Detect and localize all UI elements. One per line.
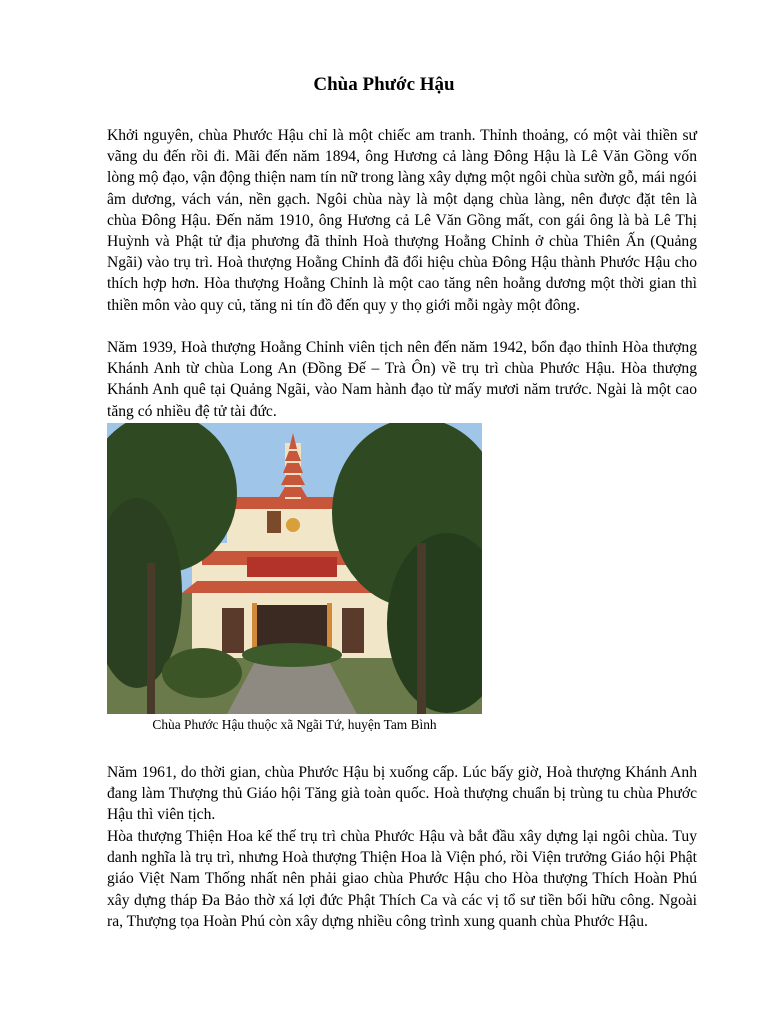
pagoda-photo	[107, 423, 482, 714]
paragraph-thien-hoa: Hòa thượng Thiện Hoa kế thế trụ trì chùa Phước Hậu và bắt đầu xây dựng lại ngôi chùa. Tuy danh nghĩa là trụ trì, nhưng Hoà thượng Thiện Hoa là Viện phó, rồi Viện trưởng Giáo hội Phật giáo Việt Nam Thống nhất nên phải giao chùa Phước Hậu cho Hòa thượng Thích Hoàn Phú xây dựng tháp Đa Bảo thờ xá lợi đức Phật Thích Ca và các vị tổ sư tiền bối hữu công. Ngoài ra, Thượng tọa Hoàn Phú còn xây dựng nhiều công trình xung quanh chùa Phước Hậu.	[107, 828, 697, 930]
paragraph-1939-1942: Năm 1939, Hoà thượng Hoằng Chỉnh viên tịch nên đến năm 1942, bổn đạo thỉnh Hòa thượng Khánh Anh từ chùa Long An (Đồng Đế – Trà Ôn) về trụ trì chùa Phước Hậu. Hòa thượng Khánh Anh quê tại Quảng Ngãi, vào Nam hành đạo từ mấy mươi năm trước. Ngài là một cao tăng có nhiều đệ tử tài đức.	[107, 339, 697, 420]
paragraph-history-origin: Khởi nguyên, chùa Phước Hậu chỉ là một chiếc am tranh. Thỉnh thoảng, có một vài thiền sư vãng du đến rồi đi. Mãi đến năm 1894, ông Hương cả làng Đông Hậu là Lê Văn Gồng vốn lòng mộ đạo, vận động thiện nam tín nữ trong làng xây dựng một ngôi chùa sườn gỗ, mái ngói âm dương, vách ván, nền gạch. Ngôi chùa này là một dạng chùa làng, nên được đặt tên là chùa Đông Hậu. Đến năm 1910, ông Hương cả Lê Văn Gồng mất, con gái ông là bà Lê Thị Huỳnh và Phật tử địa phương đã thỉnh Hoà thượng Hoằng Chỉnh ở chùa Thiên Ấn (Quảng Ngãi) vào trụ trì. Hoà thượng Hoằng Chỉnh đã đổi hiệu chùa Đông Hậu thành Phước Hậu cho thích hợp hơn. Hòa thượng Hoằng Chỉnh là một cao tăng nên hoằng dương một thời gian thì thiền môn vào quy củ, tăng ni tín đồ đến quy y thọ giới mỗi ngày một đông.	[107, 127, 697, 314]
paragraph-1961: Năm 1961, do thời gian, chùa Phước Hậu bị xuống cấp. Lúc bấy giờ, Hoà thượng Khánh Anh đang làm Thượng thủ Giáo hội Tăng già toàn quốc. Hoà thượng chuẩn bị trùng tu chùa Phước Hậu thì viên tịch.	[107, 764, 697, 824]
document-title: Chùa Phước Hậu	[313, 74, 455, 95]
pagoda-illustration	[107, 423, 482, 714]
photo-caption: Chùa Phước Hậu thuộc xã Ngãi Tứ, huyện Tam Bình	[152, 717, 437, 732]
